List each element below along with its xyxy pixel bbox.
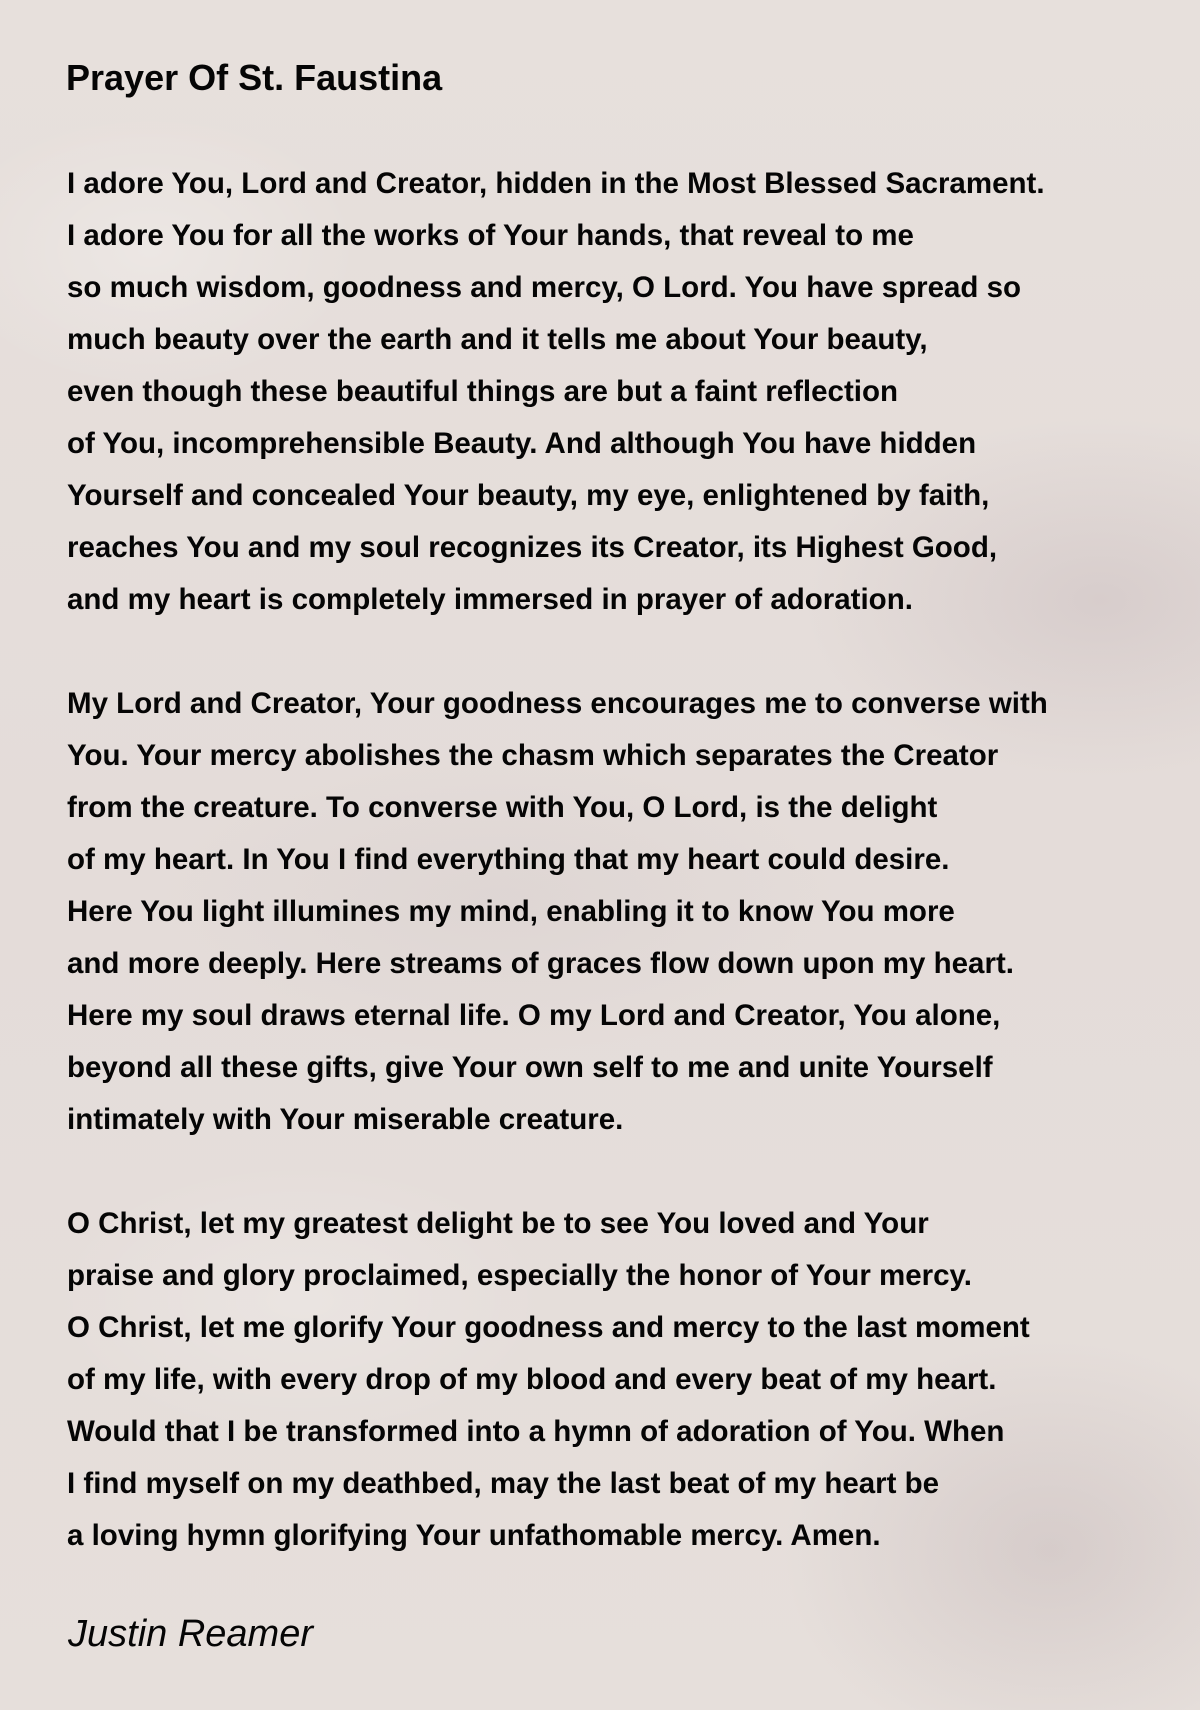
stanza-divider <box>67 626 1048 678</box>
poem-line: I find myself on my deathbed, may the last beat of my heart be <box>67 1467 940 1500</box>
poem-line: Would that I be transformed into a hymn of adoration of You. When <box>67 1415 1005 1448</box>
poem-line: I adore You for all the works of Your hands, that reveal to me <box>67 219 914 252</box>
stanza-3 <box>67 1198 1048 1562</box>
poem-line: O Christ, let my greatest delight be to see You loved and Your <box>67 1207 929 1240</box>
poem-line: of You, incomprehensible Beauty. And although You have hidden <box>67 427 977 460</box>
poem-line: intimately with Your miserable creature. <box>67 1103 624 1136</box>
poem-line: Here my soul draws eternal life. O my Lord and Creator, You alone, <box>67 999 1001 1032</box>
poem-line: of my life, with every drop of my blood and every beat of my heart. <box>67 1363 997 1396</box>
stanza-2 <box>67 678 1048 1146</box>
poem-body <box>67 158 1048 1562</box>
poem-line: even though these beautiful things are but a faint reflection <box>67 375 898 408</box>
poem-line: Yourself and concealed Your beauty, my eye, enlightened by faith, <box>67 479 990 512</box>
poem-line: a loving hymn glorifying Your unfathomable mercy. Amen. <box>67 1519 881 1552</box>
poem-line: so much wisdom, goodness and mercy, O Lord. You have spread so <box>67 271 1022 304</box>
author-signature: Justin Reamer <box>68 1613 313 1655</box>
poem-title: Prayer Of St. Faustina <box>66 57 443 98</box>
poem-line: O Christ, let me glorify Your goodness and mercy to the last moment <box>67 1311 1030 1344</box>
poem-line: praise and glory proclaimed, especially the honor of Your mercy. <box>67 1259 972 1292</box>
poem-line: I adore You, Lord and Creator, hidden in the Most Blessed Sacrament. <box>67 167 1045 200</box>
poem-line: of my heart. In You I find everything that my heart could desire. <box>67 843 950 876</box>
poem-line: My Lord and Creator, Your goodness encourages me to converse with <box>67 687 1048 720</box>
poem-line: reaches You and my soul recognizes its Creator, its Highest Good, <box>67 531 998 564</box>
poem-line: beyond all these gifts, give Your own self to me and unite Yourself <box>67 1051 993 1084</box>
stanza-divider <box>67 1146 1048 1198</box>
stanza-1 <box>67 158 1048 626</box>
poem-line: from the creature. To converse with You, O Lord, is the delight <box>67 791 938 824</box>
poem-line: and more deeply. Here streams of graces flow down upon my heart. <box>67 947 1014 980</box>
poem-line: much beauty over the earth and it tells me about Your beauty, <box>67 323 928 356</box>
poem-line: Here You light illumines my mind, enabling it to know You more <box>67 895 955 928</box>
poem-line: and my heart is completely immersed in prayer of adoration. <box>67 583 913 616</box>
poem-line: You. Your mercy abolishes the chasm which separates the Creator <box>67 739 999 772</box>
